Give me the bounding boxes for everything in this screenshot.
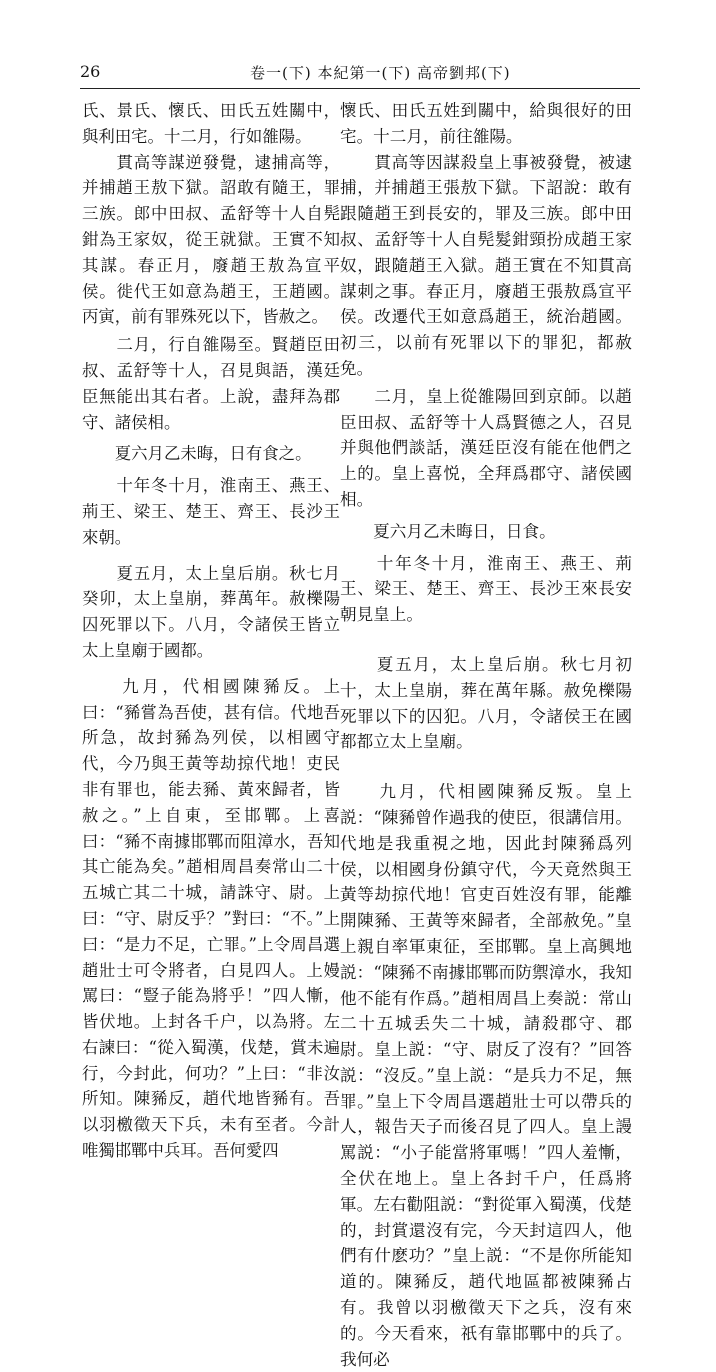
classical-paragraph: 氏、景氏、懷氏、田氏五姓關中，與利田宅。十二月，行如雒陽。 (82, 101, 340, 146)
classical-paragraph: 夏五月，太上皇后崩。秋七月癸卯，太上皇崩，葬萬年。赦櫟陽囚死罪以下。八月，令諸侯王皆立太上皇廟于國都。 (82, 563, 340, 660)
translation-column (340, 98, 632, 1372)
classical-paragraph: 貫高等謀逆發覺，逮捕高等，并捕趙王敖下獄。詔敢有隨王，罪三族。郎中田叔、孟舒等十人自髡鉗為王家奴，從王就獄。王實不知其謀。春正月，廢趙王敖為宣平侯。徙代王如意為趙王，王趙國。丙寅，前有罪殊死以下，皆赦之。 (82, 152, 340, 327)
translation-paragraph: 九月，代相國陳豨反叛。皇上説：“陳豨曾作過我的使臣，很講信用。代地是我重視之地，因此封陳豨爲列侯，以相國身份鎮守代，今天竟然與王黃等劫掠代地！官吏百姓沒有罪，能離開陳豨、王黃等來歸者，全部赦免。”皇上親自率軍東征，至邯鄲。皇上高興地説：“陳豨不南據邯鄲而防禦漳水，我知他不能有作爲。”趙相周昌上奏説：常山二十五城丢失二十城，請殺郡守、郡尉。皇上説：“守、尉反了沒有？”回答説：“沒反。”皇上説：“是兵力不足，無罪。”皇上下令周昌選趙壯士可以帶兵的人，報告天子而後召見了四人。皇上謾罵説：“小子能當將軍嗎！”四人羞慚，全伏在地上。皇上各封千户，任爲將軍。左右勸阻説：“對從軍入蜀漢，伐楚的，封賞還沒有完，今天封這四人，他們有什麽功？”皇上説：“不是你所能知道的。陳豨反，趙代地區都被陳豨占有。我曾以羽檄徵天下之兵，沒有來的。今天看來，祇有靠邯鄲中的兵了。我何必 (340, 782, 632, 1369)
header-rule (80, 88, 640, 89)
translation-paragraph: 懷氏、田氏五姓到關中，給與很好的田宅。十二月，前往雒陽。 (340, 101, 632, 146)
classical-paragraph: 二月，行自雒陽至。賢趙臣田叔、孟舒等十人，召見與語，漢廷臣無能出其右者。上說，盡拜為郡守、諸侯相。 (82, 335, 340, 432)
translation-paragraph: 十年冬十月，淮南王、燕王、荊王、梁王、楚王、齊王、長沙王來長安朝見皇上。 (340, 553, 632, 625)
page-header (80, 62, 640, 86)
translation-paragraph: 夏五月，太上皇后崩。秋七月初十，太上皇崩，葬在萬年縣。赦免櫟陽死罪以下的囚犯。八月，令諸侯王在國都都立太上皇廟。 (340, 654, 632, 752)
translation-paragraph: 夏六月乙未晦日，日食。 (340, 521, 556, 541)
running-title: 卷一(下) 本紀第一(下) 高帝劉邦(下) (250, 64, 511, 82)
translation-paragraph: 二月，皇上從雒陽回到京師。以趙臣田叔、孟舒等十人爲賢德之人，召見并與他們談話，漢廷臣沒有能在他們之上的。皇上喜悦，全拜爲郡守、諸侯國相。 (340, 386, 632, 509)
classical-paragraph: 夏六月乙未晦，日有食之。 (82, 444, 312, 464)
translation-paragraph: 貫高等因謀殺皇上事被發覺，被逮捕，并捕趙王張敖下獄。下詔說：敢有跟隨趙王到長安的，罪及三族。郎中田叔、孟舒等十人自髡髮鉗頸扮成趙王家奴，跟隨趙王入獄。趙王實在不知貫高謀刺之事。春正月，廢趙王張敖爲宣平侯。改遷代王如意爲趙王，統治趙國。初三，以前有死罪以下的罪犯，都赦免。 (340, 152, 632, 378)
classical-paragraph: 十年冬十月，淮南王、燕王、荊王、梁王、楚王、齊王、長沙王來朝。 (82, 476, 340, 547)
classical-text-column (82, 98, 340, 1164)
page-number: 26 (80, 62, 101, 81)
classical-paragraph: 九月，代相國陳豨反。上曰：“豨嘗為吾使，甚有信。代地吾所急，故封豨為列侯，以相國守代，今乃與王黃等劫掠代地！吏民非有罪也，能去豨、黃來歸者，皆赦之。”上自東，至邯鄲。上喜曰：“豨不南據邯鄲而阻漳水，吾知其亡能為矣。”趙相周昌奏常山二十五城亡其二十城，請誅守、尉。上曰：“守、尉反乎？”對曰：“不。”上曰：“是力不足，亡罪。”上令周昌選趙壯士可令將者，白見四人。上嫚罵曰：“豎子能為將乎！”四人慚，皆伏地。上封各千户，以為將。左右諫曰：“從入蜀漢，伐楚，賞未遍行，今封此，何功？”上曰：“非汝所知。陳豨反，趙代地皆豨有。吾以羽檄徵天下兵，未有至者。今計唯獨邯鄲中兵耳。吾何愛四 (82, 676, 340, 1161)
